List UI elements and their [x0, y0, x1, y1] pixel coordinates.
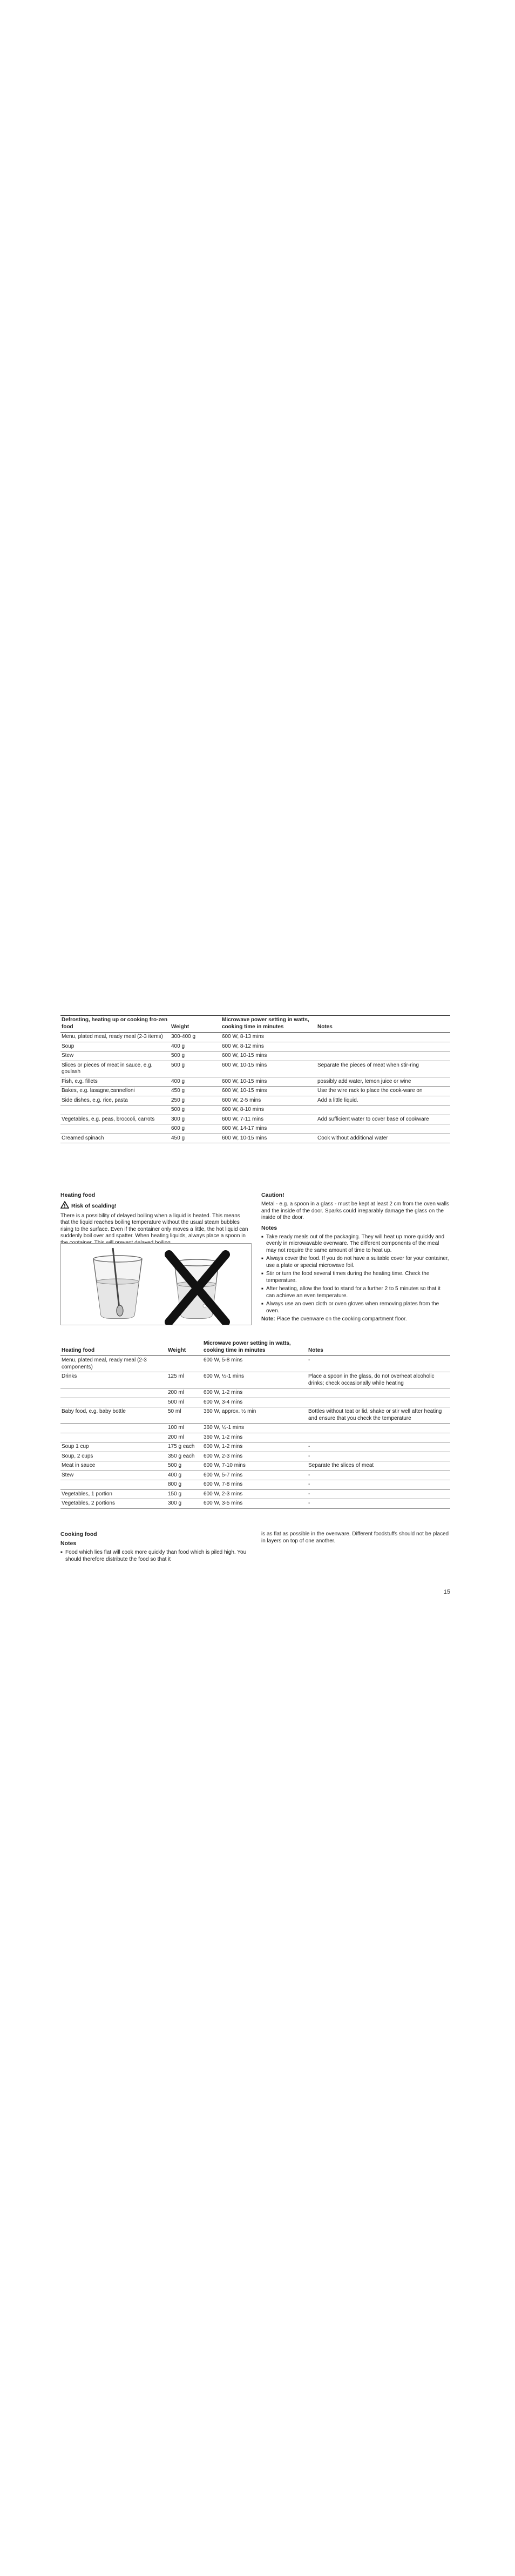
note-continued-text: is as flat as possible in the ovenware. Different foodstuffs should not be placed in layers on top of one another.	[261, 1531, 449, 1544]
table-cell	[60, 1480, 167, 1490]
table-cell: 600 W, ½-1 mins	[202, 1372, 307, 1388]
table-row	[60, 1033, 450, 1042]
table-cell: 300 g	[170, 1115, 221, 1124]
list-item: ■ Take ready meals out of the packaging. They will heat up more quickly and evenly in microwavable ovenware. The different components of the meal may not require the same amount of time to heat up.	[266, 1234, 450, 1255]
table-cell: 600 W, 8-10 mins	[221, 1105, 316, 1115]
table-cell: Fish, e.g. fillets	[60, 1077, 170, 1087]
table-row	[60, 1096, 450, 1105]
table-row	[60, 1471, 450, 1480]
table-row	[60, 1499, 450, 1509]
table-cell: -	[307, 1480, 450, 1490]
table-cell	[316, 1051, 450, 1061]
table-cell	[60, 1105, 170, 1115]
table-row	[60, 1424, 450, 1433]
warning-text: There is a possibility of delayed boiling when a liquid is heated. This means that the liquid reaches boiling temperature without the usual steam bubbles rising to the surface. Even if the container only moves a little, the hot liquid can suddenly boil over and spatter. When heating liquids, always place a spoon in	[60, 1212, 248, 1239]
notes-list	[261, 1234, 450, 1315]
table-cell: 600 W, 7-8 mins	[202, 1480, 307, 1490]
table-cell: Soup, 2 cups	[60, 1452, 167, 1461]
table-cell: 150 g	[167, 1489, 202, 1499]
table-cell: Cook without additional water	[316, 1134, 450, 1143]
column-header: Microwave power setting in watts, cooking time in minutes	[202, 1339, 307, 1356]
table-cell: 800 g	[167, 1480, 202, 1490]
table-cell	[60, 1424, 167, 1433]
table-cell: 450 g	[170, 1087, 221, 1096]
table-cell: 600 W, 7-11 mins	[221, 1115, 316, 1124]
column-header: Defrosting, heating up or cooking fro-zen food	[60, 1016, 170, 1033]
table-cell: 250 g	[170, 1096, 221, 1105]
cooking-food-continued	[261, 1531, 450, 1545]
notes-heading: Notes	[261, 1224, 277, 1231]
table-cell: 600 W, 10-15 mins	[221, 1087, 316, 1096]
table-cell: 350 g each	[167, 1452, 202, 1461]
list-item: ■ Always cover the food. If you do not have a suitable cover for your container, use a plate or special microwave foil.	[266, 1256, 450, 1269]
table-cell: 600 W, 10-15 mins	[221, 1077, 316, 1087]
table-cell: 300 g	[167, 1499, 202, 1509]
table-cell: Menu, plated meal, ready meal (2-3 items)	[60, 1033, 170, 1042]
table-cell	[307, 1433, 450, 1442]
table-cell: Menu, plated meal, ready meal (2-3 components)	[60, 1356, 167, 1372]
table-row	[60, 1051, 450, 1061]
list-item: ■ Always use an oven cloth or oven gloves when removing plates from the oven.	[266, 1301, 450, 1314]
table-cell	[307, 1388, 450, 1398]
table-row	[60, 1115, 450, 1124]
table-row	[60, 1489, 450, 1499]
section-heading: Heating food	[60, 1192, 96, 1198]
list-item: ■ Stir or turn the food several times during the heating time. Check the temperature.	[266, 1271, 450, 1284]
table-cell: 600 W, 2-5 mins	[221, 1096, 316, 1105]
table-cell: 600 W, 5-8 mins	[202, 1356, 307, 1372]
table-cell: 600 W, 5-7 mins	[202, 1471, 307, 1480]
table-row	[60, 1356, 450, 1372]
notes-list	[60, 1549, 250, 1563]
table-cell: possibly add water, lemon juice or wine	[316, 1077, 450, 1087]
table-cell	[316, 1033, 450, 1042]
table-cell	[60, 1388, 167, 1398]
table-cell: -	[307, 1356, 450, 1372]
table-cell: 600 W, 1-2 mins	[202, 1442, 307, 1452]
table-cell: -	[307, 1452, 450, 1461]
notes-heading: Notes	[60, 1540, 77, 1547]
table-row	[60, 1480, 450, 1490]
table-cell: 175 g each	[167, 1442, 202, 1452]
table-cell: Stew	[60, 1051, 170, 1061]
table-cell: 500 ml	[167, 1398, 202, 1407]
table-row	[60, 1105, 450, 1115]
table-cell: Place a spoon in the glass, do not overheat alcoholic drinks; check occasionally while heating	[307, 1372, 450, 1388]
table-header-row	[60, 1339, 450, 1356]
table-row	[60, 1388, 450, 1398]
table-cell: 600 W, 10-15 mins	[221, 1061, 316, 1077]
column-header: Heating food	[60, 1339, 167, 1356]
table-cell: Vegetables, 1 portion	[60, 1489, 167, 1499]
table-cell: Vegetables, e.g. peas, broccoli, carrots	[60, 1115, 170, 1124]
heating-food-table	[60, 1339, 450, 1509]
table-cell	[316, 1042, 450, 1051]
table-cell: 200 ml	[167, 1388, 202, 1398]
table-cell: Use the wire rack to place the cook-ware on	[316, 1087, 450, 1096]
caution-notes-section	[261, 1192, 450, 1323]
table-row	[60, 1398, 450, 1407]
table-cell: 100 ml	[167, 1424, 202, 1433]
column-header: Notes	[307, 1339, 450, 1356]
table-row	[60, 1407, 450, 1424]
table-cell: 500 g	[170, 1105, 221, 1115]
table-cell: 360 W, 1-2 mins	[202, 1433, 307, 1442]
table-cell: 600 W, 8-13 mins	[221, 1033, 316, 1042]
table-cell: 600 W, 3-4 mins	[202, 1398, 307, 1407]
table-cell: -	[307, 1471, 450, 1480]
table-cell	[307, 1424, 450, 1433]
column-header: Microwave power setting in watts, cooking time in minutes	[221, 1016, 316, 1033]
table-row	[60, 1124, 450, 1134]
table-cell: 600 W, 1-2 mins	[202, 1388, 307, 1398]
table-cell	[60, 1433, 167, 1442]
table-cell: -	[307, 1442, 450, 1452]
table-cell: Stew	[60, 1471, 167, 1480]
table-cell: 600 W, 7-10 mins	[202, 1461, 307, 1471]
table-cell: 400 g	[167, 1471, 202, 1480]
table-row	[60, 1061, 450, 1077]
table-cell: 200 ml	[167, 1433, 202, 1442]
table-cell: 600 W, 3-5 mins	[202, 1499, 307, 1509]
table-cell: Baby food, e.g. baby bottle	[60, 1407, 167, 1424]
warning-title: Risk of scalding!	[71, 1202, 117, 1209]
table-cell: Add sufficient water to cover base of cookware	[316, 1115, 450, 1124]
glass-with-spoon-correct-image	[93, 1248, 142, 1318]
caution-text: Metal - e.g. a spoon in a glass - must be kept at least 2 cm from the oven walls and the inside of the door. Sparks could irreparably damage the glass on the inside of the door.	[261, 1201, 449, 1221]
warning-header	[60, 1201, 250, 1211]
table-cell: 450 g	[170, 1134, 221, 1143]
table-cell: 600 W, 2-3 mins	[202, 1452, 307, 1461]
table-cell: 400 g	[170, 1042, 221, 1051]
table-cell: 400 g	[170, 1077, 221, 1087]
table-cell: Meat in sauce	[60, 1461, 167, 1471]
table-cell: Creamed spinach	[60, 1134, 170, 1143]
table-cell: -	[307, 1499, 450, 1509]
list-item: ■ After heating, allow the food to stand for a further 2 to 5 minutes so that it can achieve an even temperature.	[266, 1286, 450, 1299]
table-cell: 600 W, 8-12 mins	[221, 1042, 316, 1051]
table-cell: Soup 1 cup	[60, 1442, 167, 1452]
table-cell: 500 g	[170, 1061, 221, 1077]
table-row	[60, 1442, 450, 1452]
ovenware-note	[261, 1316, 450, 1323]
table-row	[60, 1077, 450, 1087]
table-header-row	[60, 1016, 450, 1033]
table-cell	[316, 1124, 450, 1134]
spoon-in-glass-illustration	[60, 1243, 252, 1325]
column-header: Notes	[316, 1016, 450, 1033]
warning-triangle-icon	[60, 1201, 69, 1211]
table-cell	[167, 1356, 202, 1372]
column-header: Weight	[170, 1016, 221, 1033]
table-cell: Vegetables, 2 portions	[60, 1499, 167, 1509]
table-cell: 600 W, 10-15 mins	[221, 1051, 316, 1061]
note-text: Place the ovenware on the cooking compartment floor.	[276, 1316, 407, 1323]
list-item: ■ Food which lies flat will cook more quickly than food which is piled high. You should therefore distribute the food so that it	[65, 1549, 250, 1563]
table-row	[60, 1042, 450, 1051]
table-cell: 600 W, 2-3 mins	[202, 1489, 307, 1499]
glass-without-spoon-crossed-image	[169, 1255, 226, 1322]
frozen-food-table	[60, 1015, 450, 1143]
table-cell: Drinks	[60, 1372, 167, 1388]
page-number: 15	[443, 1589, 450, 1595]
table-cell	[316, 1105, 450, 1115]
note-label: Note:	[261, 1316, 275, 1323]
table-cell	[60, 1124, 170, 1134]
heating-food-section	[60, 1192, 250, 1246]
table-cell: Separate the pieces of meat when stir-ring	[316, 1061, 450, 1077]
table-row	[60, 1372, 450, 1388]
table-cell: Slices or pieces of meat in sauce, e.g. goulash	[60, 1061, 170, 1077]
table-cell: Bakes, e.g. lasagne,cannelloni	[60, 1087, 170, 1096]
section-heading: Cooking food	[60, 1531, 97, 1537]
table-cell: -	[307, 1489, 450, 1499]
table-cell: 360 W, ½-1 mins	[202, 1424, 307, 1433]
table-cell	[307, 1398, 450, 1407]
table-cell: Separate the slices of meat	[307, 1461, 450, 1471]
column-header: Weight	[167, 1339, 202, 1356]
table-cell: Soup	[60, 1042, 170, 1051]
table-cell: 50 ml	[167, 1407, 202, 1424]
table-row	[60, 1461, 450, 1471]
table-cell	[60, 1398, 167, 1407]
table-cell: Bottles without teat or lid, shake or stir well after heating and ensure that you check the temperature	[307, 1407, 450, 1424]
table-cell: Side dishes, e.g. rice, pasta	[60, 1096, 170, 1105]
table-row	[60, 1087, 450, 1096]
table-cell: 300-400 g	[170, 1033, 221, 1042]
table-cell: 600 W, 14-17 mins	[221, 1124, 316, 1134]
table-cell: Add a little liquid.	[316, 1096, 450, 1105]
table-cell: 500 g	[170, 1051, 221, 1061]
table-cell: 600 W, 10-15 mins	[221, 1134, 316, 1143]
caution-heading: Caution!	[261, 1192, 284, 1198]
table-row	[60, 1134, 450, 1143]
cooking-food-section	[60, 1531, 250, 1565]
table-cell: 125 ml	[167, 1372, 202, 1388]
table-row	[60, 1433, 450, 1442]
table-cell: 500 g	[167, 1461, 202, 1471]
table-cell: 360 W, approx. ½ min	[202, 1407, 307, 1424]
table-cell: 600 g	[170, 1124, 221, 1134]
table-row	[60, 1452, 450, 1461]
